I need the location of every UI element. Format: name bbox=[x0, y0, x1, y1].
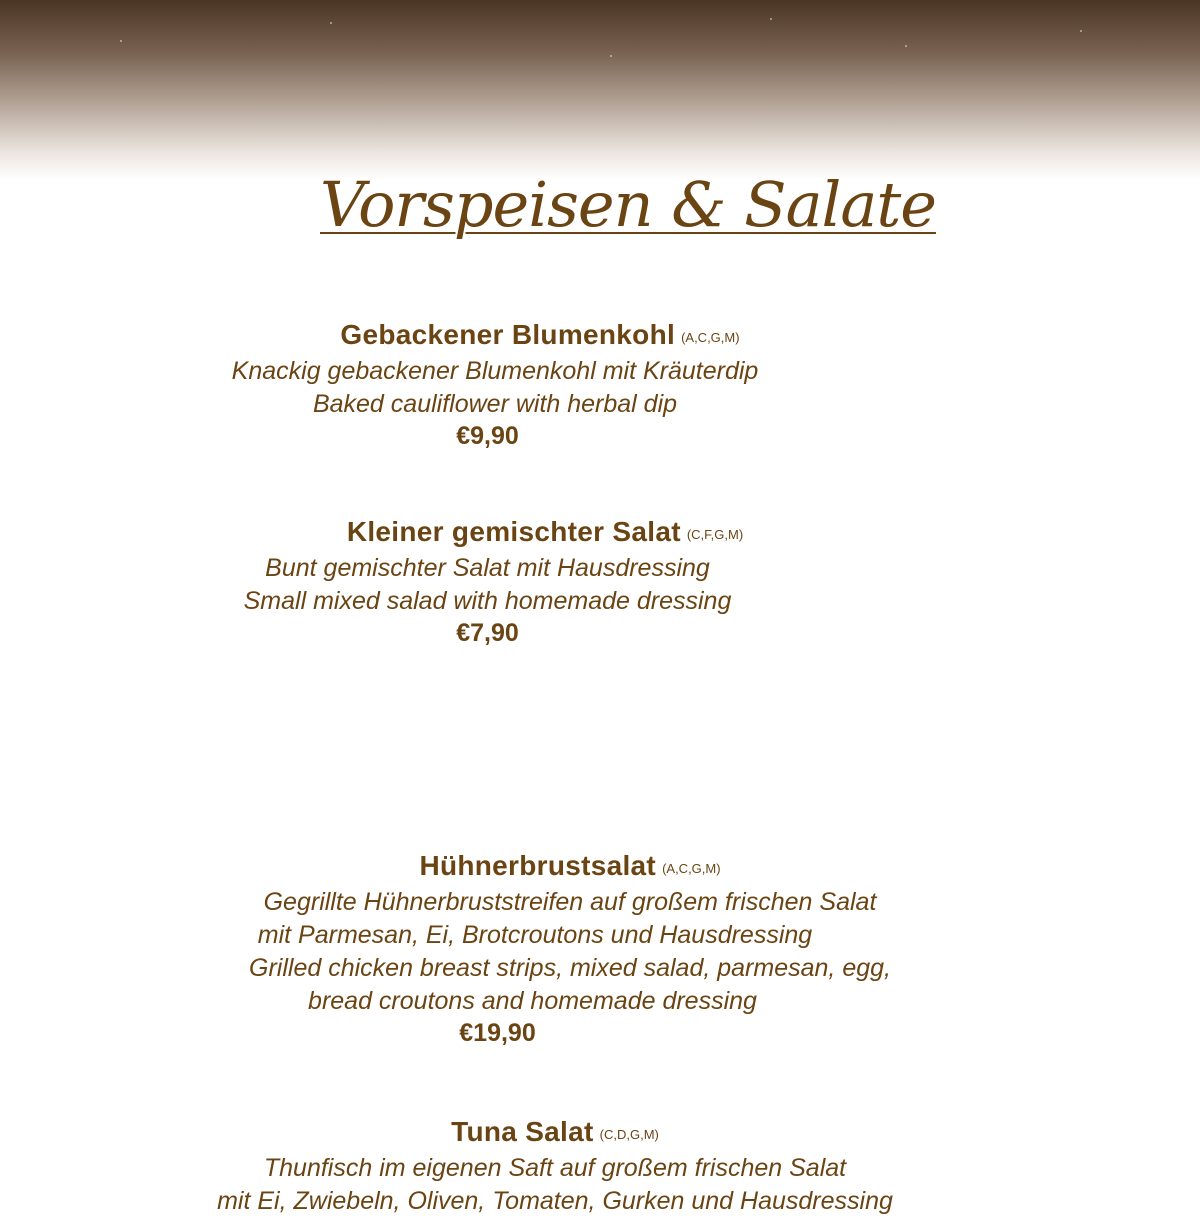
item-name: Kleiner gemischter Salat bbox=[346, 516, 681, 547]
item-description-en: Small mixed salad with homemade dressing bbox=[243, 587, 732, 615]
item-allergens: (A,C,G,M) bbox=[681, 330, 740, 345]
header-speck bbox=[770, 18, 772, 20]
item-name: Hühnerbrustsalat bbox=[419, 850, 657, 881]
item-description-de: Knackig gebackener Blumenkohl mit Kräuterdip bbox=[231, 357, 759, 385]
section-title: Vorspeisen & Salate bbox=[320, 168, 936, 241]
item-name-line bbox=[160, 318, 920, 355]
header-speck bbox=[610, 55, 612, 57]
menu-item bbox=[220, 318, 920, 451]
item-name-line bbox=[170, 515, 920, 552]
item-name: Gebackener Blumenkohl bbox=[340, 319, 676, 350]
item-name-line bbox=[220, 849, 920, 886]
header-band bbox=[0, 0, 1200, 180]
item-description-en: Baked cauliflower with herbal dip bbox=[312, 390, 678, 418]
item-description-en: bread croutons and homemade dressing bbox=[308, 987, 757, 1015]
item-description-de: mit Ei, Zwiebeln, Oliven, Tomaten, Gurken und Hausdressing bbox=[217, 1187, 893, 1215]
item-description-de: mit Parmesan, Ei, Brotcroutons und Hausdressing bbox=[257, 921, 813, 949]
header-speck bbox=[120, 40, 122, 42]
item-description-de: Gegrillte Hühnerbruststreifen auf großem frischen Salat bbox=[263, 888, 877, 916]
item-description-de: Bunt gemischter Salat mit Hausdressing bbox=[265, 554, 710, 582]
item-allergens: (C,D,G,M) bbox=[599, 1127, 659, 1142]
menu-item bbox=[217, 1115, 920, 1218]
menu-item bbox=[220, 849, 920, 1048]
item-price: €9,90 bbox=[456, 422, 519, 450]
item-allergens: (C,F,G,M) bbox=[686, 527, 744, 542]
header-speck bbox=[330, 22, 332, 24]
item-price: €7,90 bbox=[456, 619, 519, 647]
item-description-de: Thunfisch im eigenen Saft auf großem frischen Salat bbox=[263, 1154, 847, 1182]
header-speck bbox=[905, 45, 907, 47]
item-price: €19,90 bbox=[459, 1019, 536, 1047]
item-name: Tuna Salat bbox=[451, 1116, 594, 1147]
item-allergens: (A,C,G,M) bbox=[662, 861, 721, 876]
item-name-line bbox=[190, 1115, 920, 1152]
header-speck bbox=[1080, 30, 1082, 32]
menu-item bbox=[220, 515, 920, 648]
item-description-en: Grilled chicken breast strips, mixed salad, parmesan, egg, bbox=[249, 954, 891, 982]
